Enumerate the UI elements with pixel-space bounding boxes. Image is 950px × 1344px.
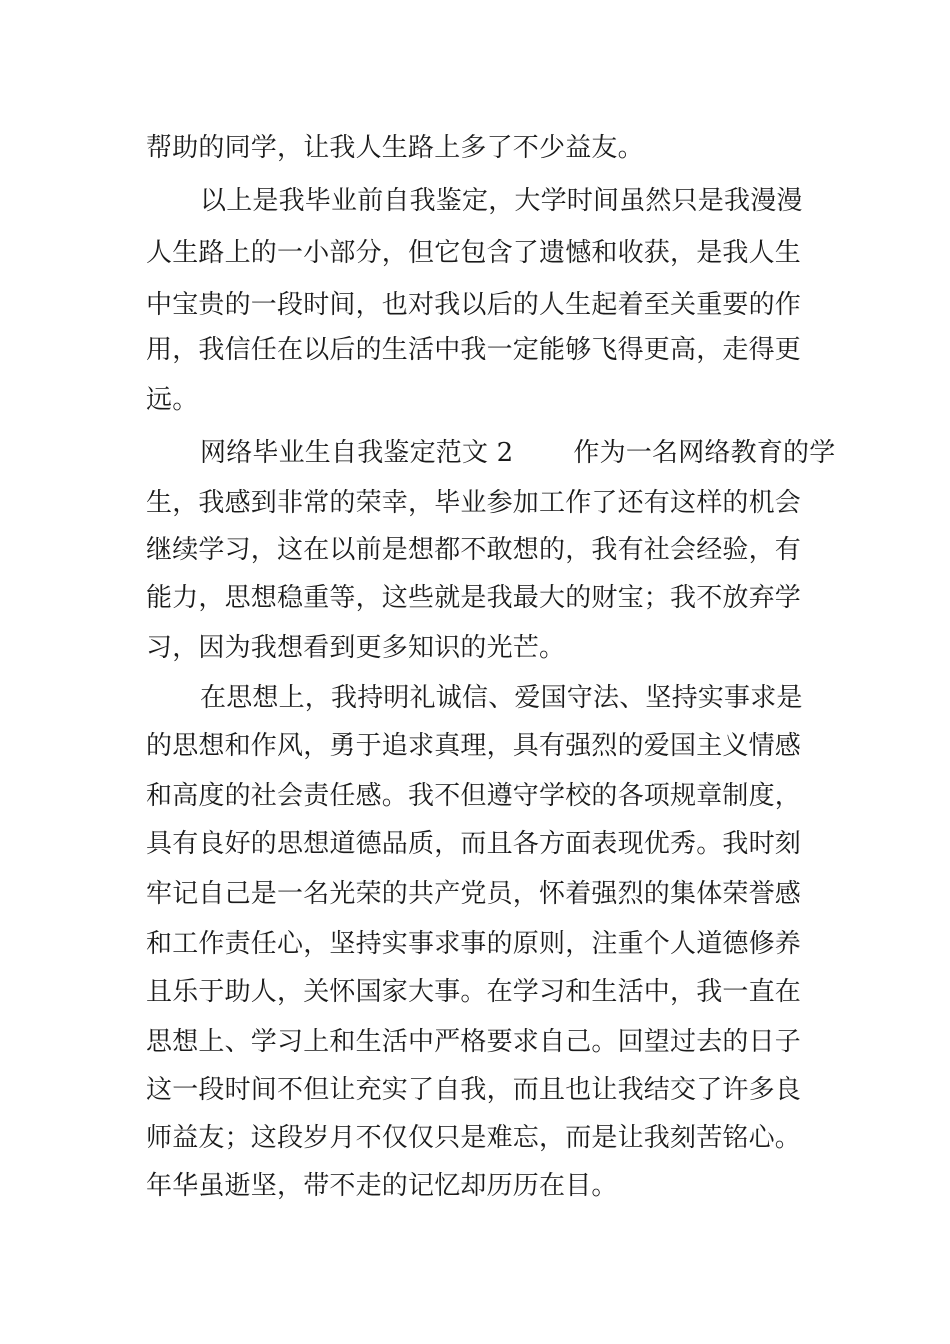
text-line: 和工作责任心，坚持实事求事的原则，注重个人道德修养	[146, 929, 802, 959]
text-line: 帮助的同学，让我人生路上多了不少益友。	[146, 133, 644, 163]
text-fragment: 作为一名网络教育的学	[573, 438, 836, 468]
text-line: 牢记自己是一名光荣的共产党员，怀着强烈的集体荣誉感	[146, 879, 802, 909]
text-line: 用，我信任在以后的生活中我一定能够飞得更高，走得更	[146, 335, 802, 365]
text-line: 思想上、学习上和生活中严格要求自己。回望过去的日子	[146, 1027, 802, 1057]
text-line: 师益友；这段岁月不仅仅只是难忘，而是让我刻苦铭心。	[146, 1123, 802, 1153]
section-heading: 网络毕业生自我鉴定范文 2	[200, 438, 514, 468]
text-line: 和高度的社会责任感。我不但遵守学校的各项规章制度，	[146, 781, 802, 811]
text-line: 以上是我毕业前自我鉴定，大学时间虽然只是我漫漫	[200, 186, 803, 216]
text-line: 中宝贵的一段时间，也对我以后的人生起着至关重要的作	[146, 290, 802, 320]
text-line: 具有良好的思想道德品质，而且各方面表现优秀。我时刻	[146, 829, 802, 859]
text-line: 继续学习，这在以前是想都不敢想的，我有社会经验，有	[146, 535, 802, 565]
text-line: 习，因为我想看到更多知识的光芒。	[146, 633, 566, 663]
text-line: 的思想和作风，勇于追求真理，具有强烈的爱国主义情感	[146, 731, 802, 761]
text-line: 能力，思想稳重等，这些就是我最大的财宝；我不放弃学	[146, 583, 802, 613]
text-line: 且乐于助人，关怀国家大事。在学习和生活中，我一直在	[146, 977, 802, 1007]
text-line: 年华虽逝坚，带不走的记忆却历历在目。	[146, 1171, 618, 1201]
text-line: 远。	[146, 385, 199, 415]
text-line: 生，我感到非常的荣幸，毕业参加工作了还有这样的机会	[146, 488, 802, 518]
section-heading-line	[200, 435, 835, 471]
text-line: 人生路上的一小部分，但它包含了遗憾和收获，是我人生	[146, 238, 802, 268]
text-line: 这一段时间不但让充实了自我，而且也让我结交了许多良	[146, 1075, 802, 1105]
text-line: 在思想上，我持明礼诚信、爱国守法、坚持实事求是	[200, 683, 803, 713]
